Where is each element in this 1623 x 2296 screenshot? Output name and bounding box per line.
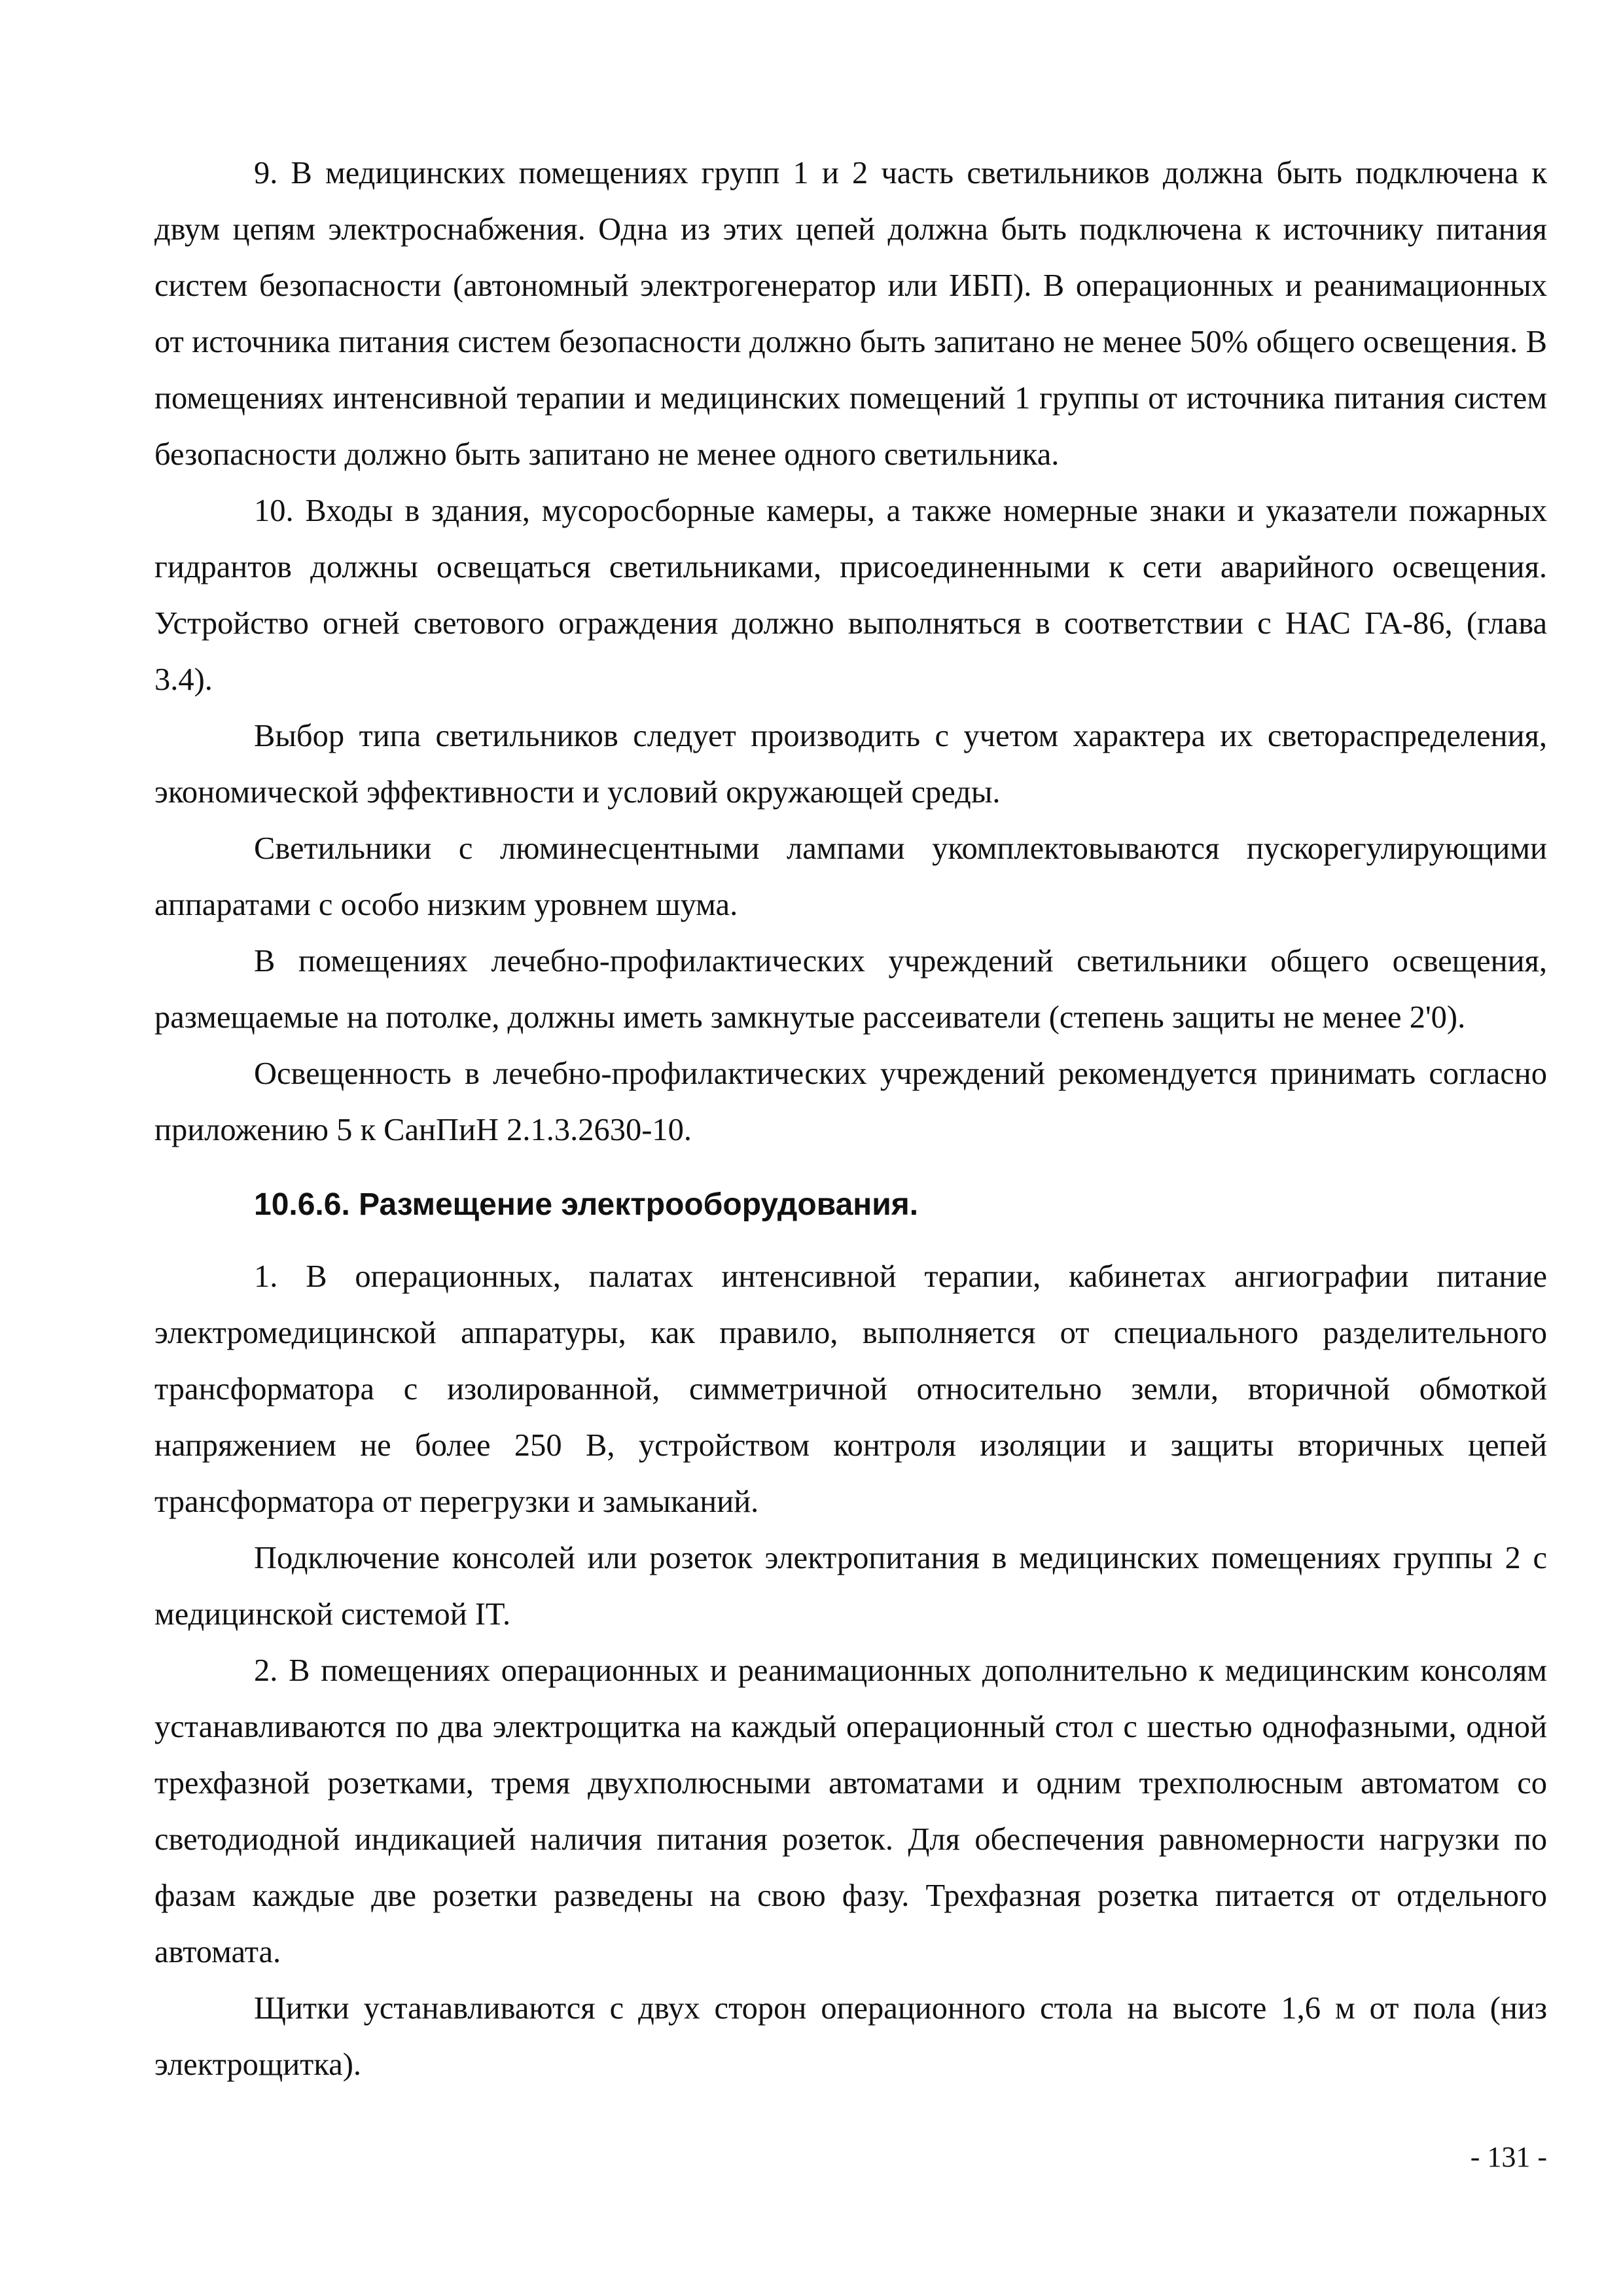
document-page — [154, 145, 1547, 2093]
paragraph-item-9: 9. В медицинских помещениях групп 1 и 2 часть светильников должна быть подключена к двум цепям электроснабжения. Одна из этих цепей должна быть подключена к источнику питания систем безопасности (автономный электрогенератор или ИБП). В операционных и реанимационных от источника питания систем безопасности должно быть запитано не менее 50% общего освещения. В помещениях интенсивной терапии и медицинских помещений 1 группы от источника питания систем безопасности должно быть запитано не менее одного светильника. — [154, 156, 1547, 472]
paragraph-ceiling-diffusers: В помещениях лечебно-профилактических учреждений светильники общего освещения, размещаемые на потолке, должны иметь замкнутые рассеиватели (степень защиты не менее 2'0). — [154, 944, 1547, 1035]
paragraph-it-system: Подключение консолей или розеток электропитания в медицинских помещениях группы 2 с медицинской системой IT. — [154, 1541, 1547, 1632]
paragraph-item-2: 2. В помещениях операционных и реанимационных дополнительно к медицинским консолям устанавливаются по два электрощитка на каждый операционный стол с шестью однофазными, одной трехфазной розетками, тремя двухполюсными автоматами и одним трехполюсным автоматом со светодиодной индикацией наличия питания розеток. Для обеспечения равномерности нагрузки по фазам каждые две розетки разведены на свою фазу. Трехфазная розетка питается от отдельного автомата. — [154, 1653, 1547, 1969]
paragraph-item-1: 1. В операционных, палатах интенсивной терапии, кабинетах ангиографии питание электромедицинской аппаратуры, как правило, выполняется от специального разделительного трансформатора с изолированной, симметричной относительно земли, вторичной обмоткой напряжением не более 250 В, устройством контроля изоляции и защиты вторичных цепей трансформатора от перегрузки и замыканий. — [154, 1259, 1547, 1519]
paragraph-item-10: 10. Входы в здания, мусоросборные камеры, а также номерные знаки и указатели пожарных гидрантов должны освещаться светильниками, присоединенными к сети аварийного освещения. Устройство огней светового ограждения должно выполняться в соответствии с НАС ГА-86, (глава 3.4). — [154, 493, 1547, 697]
paragraph-luminaire-selection: Выбор типа светильников следует производить с учетом характера их светораспределения, экономической эффективности и условий окружающей среды. — [154, 719, 1547, 810]
page-number: - 131 - — [1470, 2141, 1547, 2173]
paragraph-illuminance: Освещенность в лечебно-профилактических учреждений рекомендуется принимать согласно приложению 5 к СанПиН 2.1.3.2630-10. — [154, 1056, 1547, 1147]
paragraph-fluorescent-lamps: Светильники с люминесцентными лампами укомплектовываются пускорегулирующими аппаратами с особо низким уровнем шума. — [154, 831, 1547, 922]
paragraph-panel-mounting: Щитки устанавливаются с двух сторон операционного стола на высоте 1,6 м от пола (низ электрощитка). — [154, 1991, 1547, 2082]
section-heading: 10.6.6. Размещение электрооборудования. — [254, 1187, 919, 1222]
